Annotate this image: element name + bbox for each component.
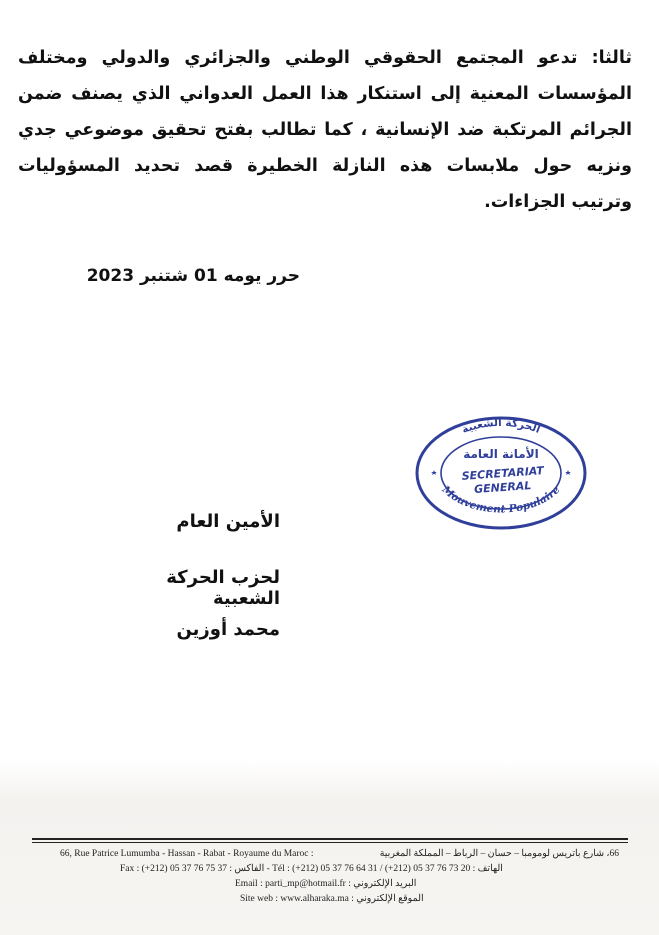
footer-rule-thin [32,842,628,843]
signatory-title: الأمين العام [176,511,280,532]
paragraph-lead: ثالثا: [591,48,633,68]
seal-arabic-label: الأمانة العامة [463,447,539,461]
seal-line2: GENERAL [473,479,532,496]
seal-star-icon [565,470,571,475]
date-line: حرر يومه 01 شتنبر 2023 [86,266,300,286]
seal-bottom-text: Mouvement Populaire [439,483,563,516]
footer-website: Site web : www.alharaka.ma : الموقع الإلكتروني [240,894,424,904]
signatory-party: لحزب الحركة الشعبية [166,567,280,609]
footer-address-fr: 66, Rue Patrice Lumumba - Hassan - Rabat - Royaume du Maroc : [60,849,314,859]
seal-line1: SECRETARIAT [461,464,545,483]
seal-top-text: الحركة الشعبية [460,416,542,436]
footer-address-ar: 66، شارع باتريس لومومبا – حسان – الرباط – المملكة المغربية [379,849,619,859]
signatory-name: محمد أوزين [176,619,280,640]
footer-rule [32,838,628,840]
paragraph-text: تدعو المجتمع الحقوقي الوطني والجزائري والدولي ومختلف المؤسسات المعنية إلى استنكار هذا العمل العدواني الذي يصنف ضمن الجرائم المرتكبة ضد الإنسانية ، كما تطالب بفتح تحقيق موضوعي جدي ونزيه حول ملابسات هذه النازلة الخطيرة قصد تحديد المسؤوليات وترتيب الجزاءات. [18,48,632,212]
seal-star-icon [431,470,437,475]
footer-email: Email : parti_mp@hotmail.fr : البريد الإلكتروني [235,879,417,889]
body-paragraph [18,40,632,220]
secretariat-seal [412,414,590,532]
footer-phone: Fax : (+212) 05 37 76 75 37 : الفاكس - Tél : (+212) 05 37 76 64 31 / (+212) 05 37 76 73 20 : الهاتف [120,864,503,874]
